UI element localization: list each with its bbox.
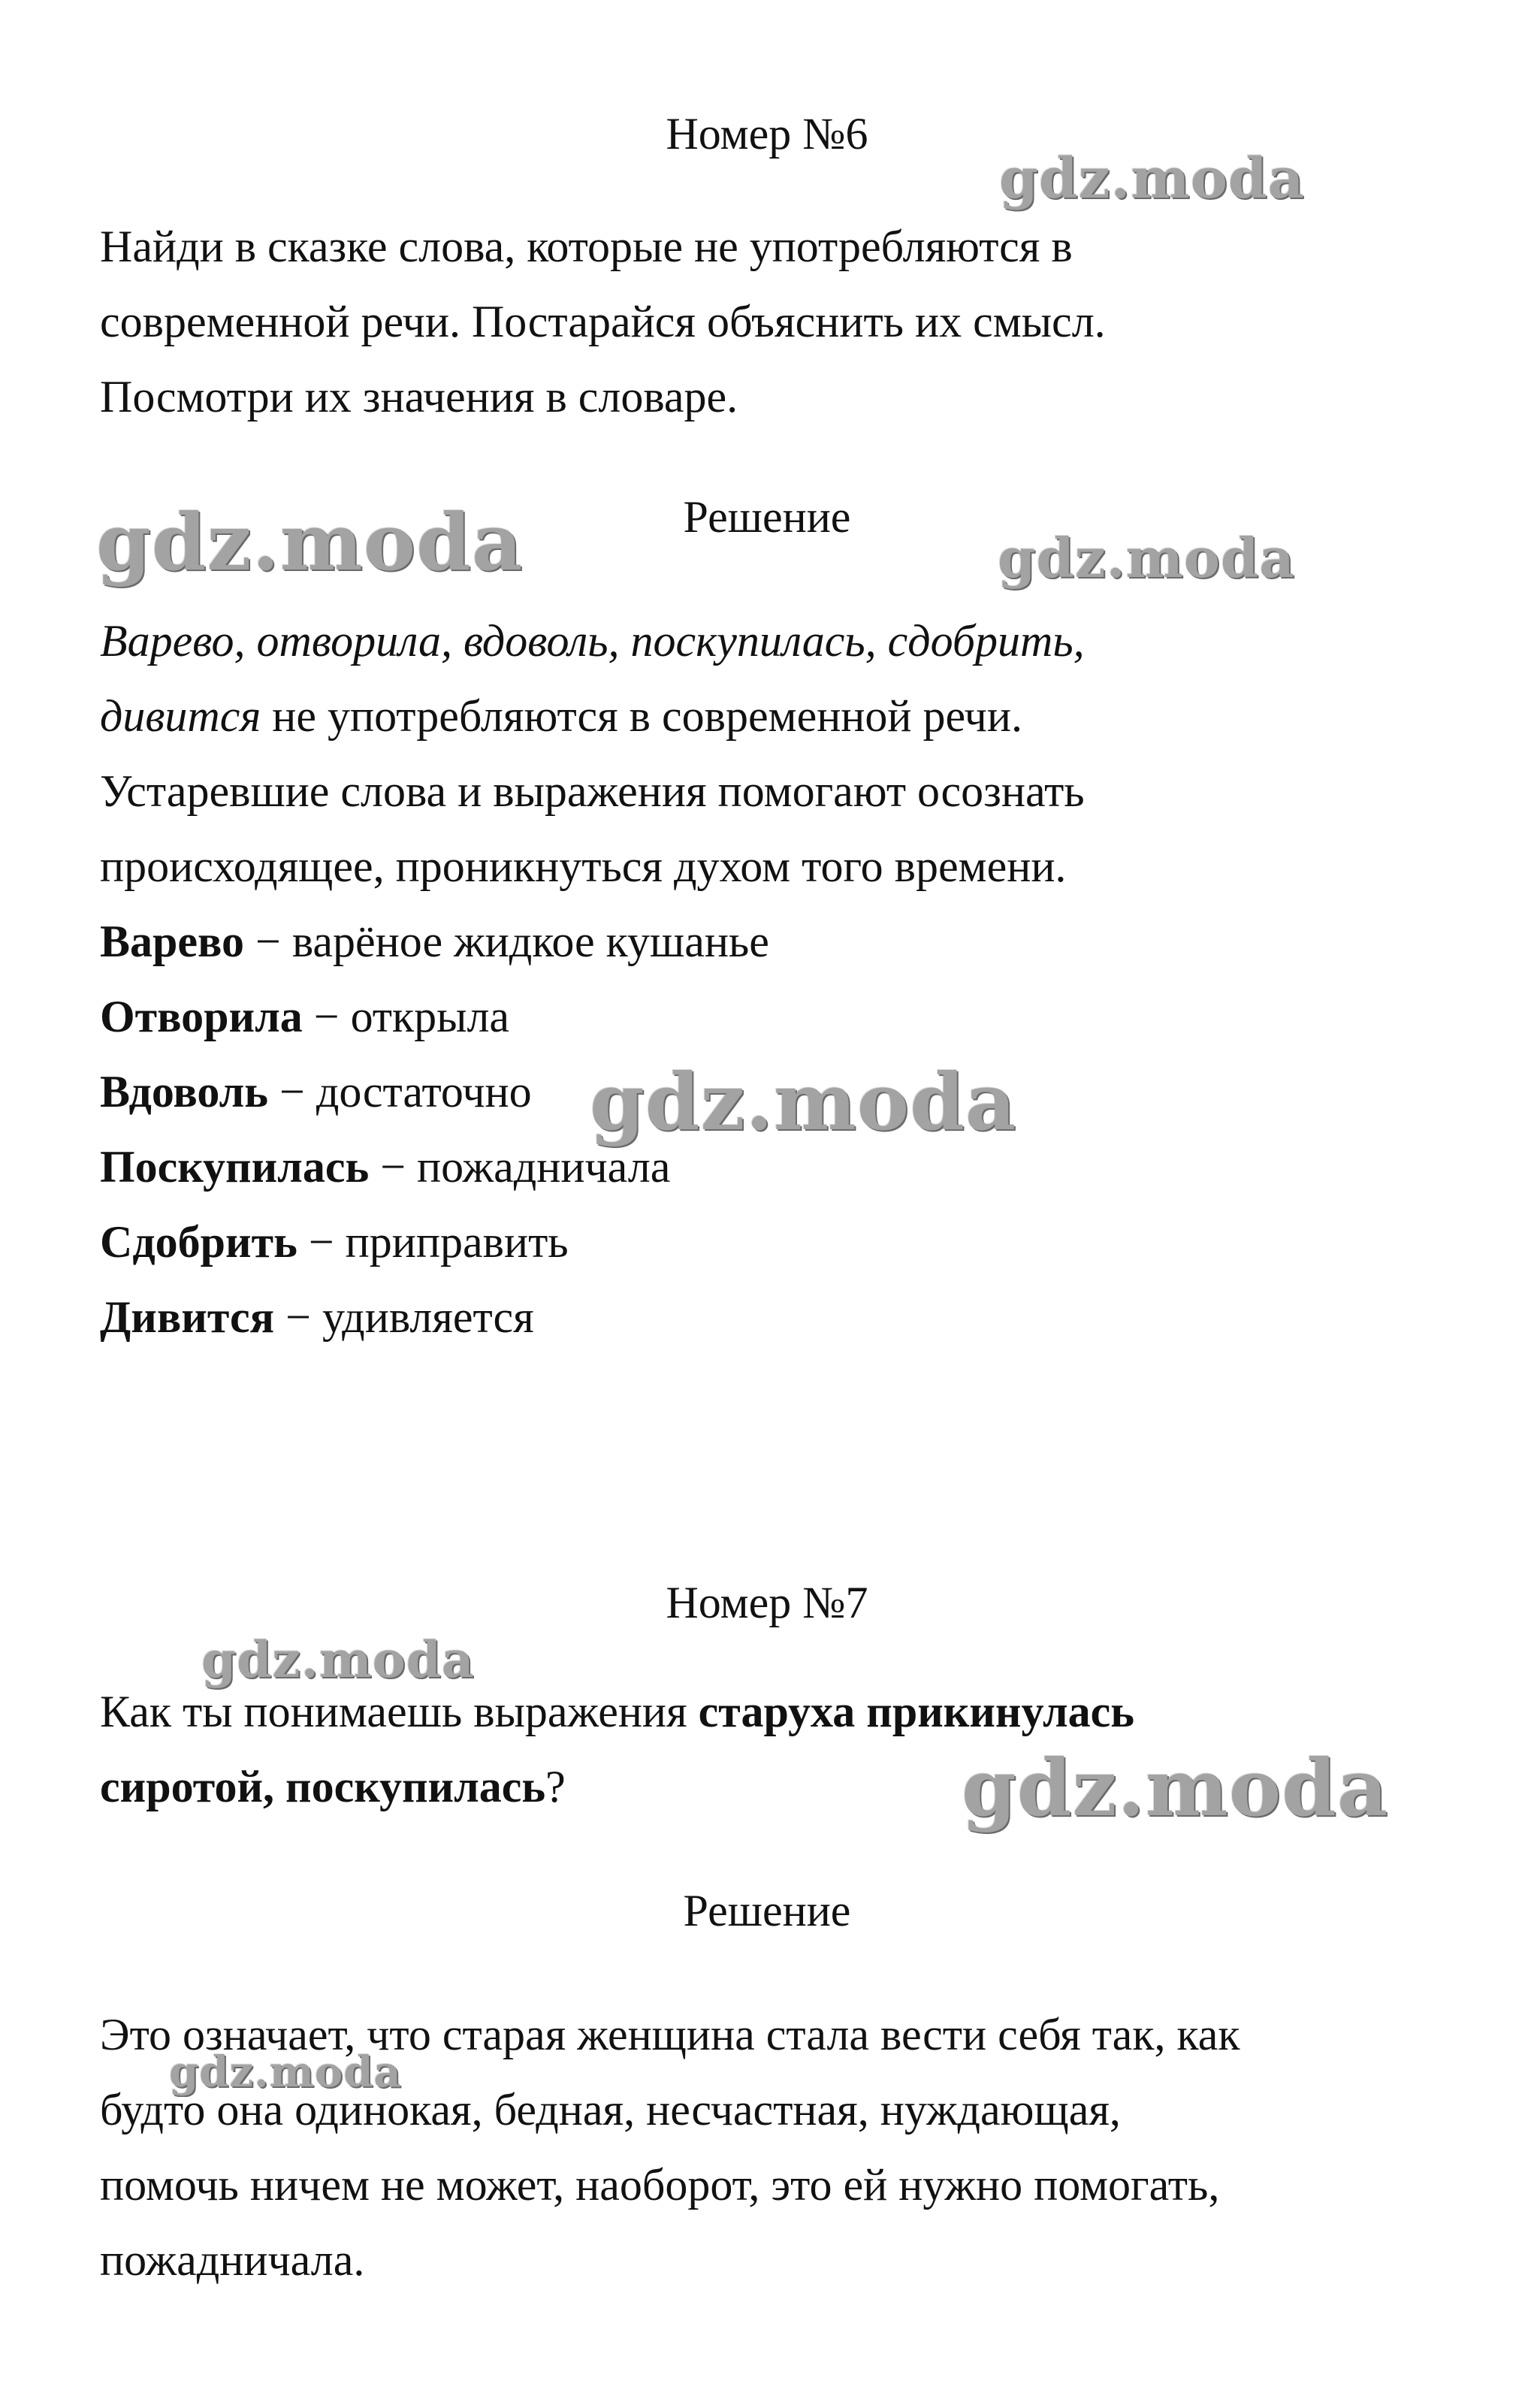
- task7-answer-line-4: пожадничала.: [100, 2235, 365, 2285]
- task7-question-bold: старуха прикинулась: [698, 1687, 1135, 1736]
- task6-solution-heading: Решение: [683, 492, 851, 542]
- watermark: gdz.moda: [962, 1742, 1389, 1834]
- definition-term: Поскупилась: [100, 1142, 370, 1192]
- definition-row: [100, 1141, 1466, 1193]
- task7-question-mark: ?: [545, 1762, 566, 1811]
- task7-solution-heading: Решение: [683, 1886, 851, 1935]
- definition-term: Дивится: [100, 1292, 275, 1342]
- definition-term: Сдобрить: [100, 1217, 297, 1267]
- answer-line-2-rest: не употребляются в современной речи.: [261, 691, 1022, 741]
- watermark: gdz.moda: [998, 526, 1295, 590]
- task6-question-line-1: Найди в сказке слова, которые не употребляются в: [100, 222, 1073, 271]
- answer-word-divitsya: дивится: [100, 691, 261, 741]
- definition-term: Варево: [100, 917, 245, 966]
- watermark: gdz.moda: [590, 1056, 1017, 1148]
- task7-question-text: Как ты понимаешь выражения: [100, 1687, 699, 1736]
- definition-meaning: − варёное жидкое кушанье: [244, 917, 769, 966]
- definition-term: Вдоволь: [100, 1067, 268, 1116]
- watermark: gdz.moda: [201, 1630, 475, 1689]
- definition-meaning: − достаточно: [267, 1067, 532, 1116]
- task6-answer-line-3: Устаревшие слова и выражения помогают осознать: [100, 766, 1085, 816]
- task6-answer-line-4: происходящее, проникнуться духом того времени.: [100, 841, 1067, 891]
- task6-question-line-2: современной речи. Постарайся объяснить их смысл.: [100, 297, 1106, 346]
- task7-heading: Номер №7: [666, 1578, 868, 1627]
- definition-term: Отворила: [100, 992, 303, 1041]
- definition-meaning: − приправить: [297, 1217, 569, 1267]
- definition-meaning: − удивляется: [274, 1292, 534, 1342]
- definition-row: [100, 1216, 1466, 1268]
- definition-row: [100, 915, 1466, 968]
- task7-answer-line-1: Это означает, что старая женщина стала вести себя так, как: [100, 2010, 1240, 2059]
- definition-row: [100, 1291, 1466, 1343]
- task7-question-bold: сиротой, поскупилась: [100, 1762, 546, 1811]
- definition-row: [100, 990, 1466, 1043]
- task6-question-line-3: Посмотри их значения в словаре.: [100, 372, 738, 421]
- task7-answer-line-2: будто она одинокая, бедная, несчастная, нуждающая,: [100, 2085, 1121, 2135]
- watermark: gdz.moda: [169, 2047, 402, 2097]
- definition-meaning: − открыла: [302, 992, 510, 1041]
- task7-answer-line-3: помочь ничем не может, наоборот, это ей нужно помогать,: [100, 2160, 1220, 2210]
- task6-heading: Номер №6: [666, 109, 868, 159]
- task7-question-line-1: [100, 1685, 1466, 1738]
- watermark: gdz.moda: [999, 147, 1305, 211]
- watermark: gdz.moda: [96, 496, 524, 588]
- task6-answer-line-1: Варево, отворила, вдоволь, поскупилась, сдобрить,: [100, 616, 1085, 666]
- definition-meaning: − пожадничала: [369, 1142, 671, 1192]
- task6-answer-line-2: [100, 690, 1466, 742]
